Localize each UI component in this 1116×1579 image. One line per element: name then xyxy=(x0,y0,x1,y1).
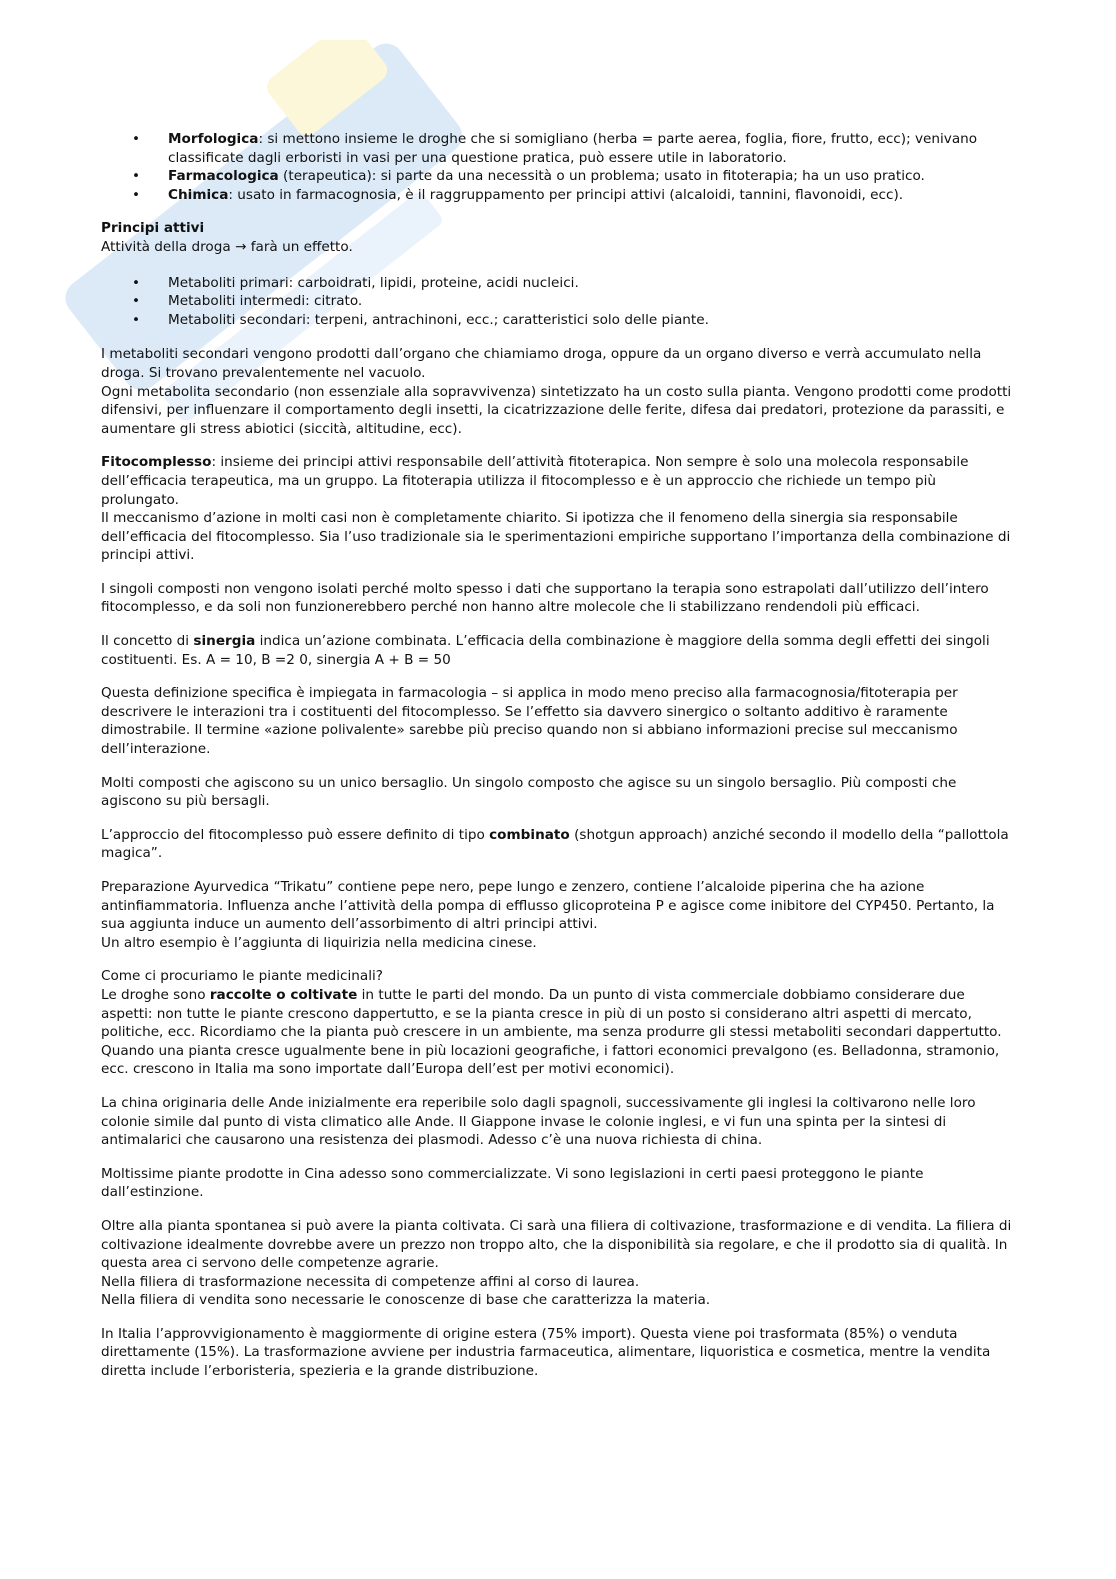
term-fitocomplesso: Fitocomplesso xyxy=(101,454,212,471)
list-item-text: (terapeutica): si parte da una necessità o un problema; usato in fitoterapia; ha un uso pratico. xyxy=(278,168,925,185)
principi-section xyxy=(101,219,1013,256)
term-raccolte-coltivate: raccolte o coltivate xyxy=(209,986,358,1003)
term-morfologica: Morfologica xyxy=(168,131,259,147)
paragraph-text: : insieme dei principi attivi responsabile dell’attività fitoterapica. Non sempre è solo una molecola responsabile dell’efficacia terapeutica, ma un gruppo. La fitoterapia utilizza il fitocomplesso e è un approccio che richiede un tempo più prolungato. xyxy=(101,454,969,508)
paragraph-text: L’approccio del fitocomplesso può essere definito di tipo xyxy=(101,826,490,843)
list-item xyxy=(101,274,1013,293)
paragraph-line: Preparazione Ayurvedica “Trikatu” contiene pepe nero, pepe lungo e zenzero, contiene l’alcaloide piperina che ha azione antinfiammatoria. Influenza anche l’attività della pompa di efflusso glicoproteina P e agisce come inibitore del CYP450. Pertanto, la sua aggiunta induce un aumento dell’assorbimento di altri principi attivi. xyxy=(101,879,995,933)
paragraph-italia: In Italia l’approvvigionamento è maggiormente di origine estera (75% import). Questa viene poi trasformata (85%) o venduta direttamente (15%). La trasformazione avviene per industria farmaceutica, alimentare, liquoristica e cosmetica, mentre la vendita diretta include l’erboristeria, spezieria e la grande distribuzione. xyxy=(101,1325,991,1380)
list-item-text: : usato in farmacognosia, è il raggruppamento per principi attivi (alcaloidi, tannini, flavonoidi, ecc). xyxy=(228,186,904,203)
paragraph-line: Oltre alla pianta spontanea si può avere la pianta coltivata. Ci sarà una filiera di coltivazione, trasformazione e di vendita. La filiera di coltivazione idealmente dovrebbe avere un prezzo non troppo alto, che la disponibilità sia regolare, e che il prodotto sia di qualità. In questa area ci servono delle competenze agrarie. xyxy=(101,1217,1012,1272)
paragraph-text: Le droghe sono xyxy=(101,986,210,1003)
term-farmacologica: Farmacologica xyxy=(168,168,279,185)
paragraph-text: indica un’azione combinata. L’efficacia della combinazione è maggiore della somma degli effetti dei singoli costituenti. Es. A = 10, B =2 0, sinergia A + B = 50 xyxy=(101,633,990,668)
paragraph-china: La china originaria delle Ande inizialmente era reperibile solo dagli spagnoli, successivamente gli inglesi la coltivarono nelle loro colonie simile dal punto di vista climatico alle Ande. Il Giappone invase le colonie inglesi, e vi fun una spinta per la sintesi di antimalarici che causarono una resistenza dei plasmodi. Adesso c’è una nuova richiesta di china. xyxy=(101,1094,976,1149)
bullet-icon: • xyxy=(132,311,141,328)
paragraph-text: Il concetto di xyxy=(101,633,194,650)
paragraph-singoli: I singoli composti non vengono isolati perché molto spesso i dati che supportano la terapia sono estrapolati dall’utilizzo dell’intero fitocomplesso, e da soli non funzionerebbero perché non hanno altre molecole che li stabilizzano rendendoli più efficaci. xyxy=(101,580,989,616)
term-chimica: Chimica xyxy=(168,186,229,203)
paragraph-trikatu xyxy=(101,878,1013,952)
list-item xyxy=(101,167,1013,186)
paragraph-fitocomplesso xyxy=(101,453,1013,565)
list-item xyxy=(101,130,1013,167)
paragraph-line: Nella filiera di trasformazione necessita di competenze affini al corso di laurea. xyxy=(101,1273,640,1290)
paragraph-sinergia xyxy=(101,632,1013,669)
paragraph-line: Ogni metabolita secondario (non essenziale alla sopravvivenza) sintetizzato ha un costo sulla pianta. Vengono prodotti come prodotti difensivi, per influenzare il comportamento degli insetti, la cicatrizzazione delle ferite, difesa dai predatori, protezione da parassiti, e aumentare gli stress abiotici (siccità, altitudine, ecc). xyxy=(101,383,1012,437)
bullet-icon: • xyxy=(132,274,141,291)
bullet-icon: • xyxy=(132,131,141,147)
paragraph-text: (shotgun approach) anziché secondo il modello della “pallottola magica”. xyxy=(101,826,1009,862)
paragraph-bersagli: Molti composti che agiscono su un unico bersaglio. Un singolo composto che agisce su un singolo bersaglio. Più composti che agiscono su più bersagli. xyxy=(101,774,957,810)
list-item xyxy=(101,311,1013,330)
list-item-text: Metaboliti intermedi: citrato. xyxy=(168,293,363,310)
bullet-icon: • xyxy=(132,186,141,203)
bullet-icon: • xyxy=(132,293,141,310)
term-combinato: combinato xyxy=(489,826,570,843)
document-page xyxy=(101,130,1013,1396)
paragraph-line: Il meccanismo d’azione in molti casi non è completamente chiarito. Si ipotizza che il fenomeno della sinergia sia responsabile dell’efficacia del fitocomplesso. Sia l’uso tradizionale sia le sperimentazioni empiriche supportano l’importanza della combinazione di principi attivi. xyxy=(101,510,1011,564)
paragraph-cina: Moltissime piante prodotte in Cina adesso sono commercializzate. Vi sono legislazioni in certi paesi proteggono le piante dall’estinzione. xyxy=(101,1165,924,1201)
paragraph-line: I metaboliti secondari vengono prodotti dall’organo che chiamiamo droga, oppure da un organo diverso e verrà accumulato nella droga. Si trovano prevalentemente nel vacuolo. xyxy=(101,346,982,381)
paragraph-procurare xyxy=(101,967,1013,1079)
paragraph-line xyxy=(101,453,1013,509)
list-item xyxy=(101,292,1013,311)
paragraph-line xyxy=(101,986,1013,1079)
section-intro: Attività della droga → farà un effetto. xyxy=(101,238,353,255)
list-item-text: Metaboliti primari: carboidrati, lipidi, proteine, acidi nucleici. xyxy=(168,274,579,291)
bullet-icon: • xyxy=(132,168,141,185)
paragraph-metaboliti xyxy=(101,345,1013,438)
section-heading: Principi attivi xyxy=(101,220,205,237)
paragraph-definizione: Questa definizione specifica è impiegata in farmacologia – si applica in modo meno preciso alla farmacognosia/fitoterapia per descrivere le interazioni tra i costituenti del fitocomplesso. Se l’effetto sia davvero sinergico o soltanto additivo è raramente dimostrabile. Il termine «azione polivalente» sarebbe più preciso quando non si abbiano informazioni precise sul meccanismo dell’interazione. xyxy=(101,685,958,758)
paragraph-text: in tutte le parti del mondo. Da un punto di vista commerciale dobbiamo considerare due aspetti: non tutte le piante crescono dappertutto, e se la pianta cresce in più di un posto si considerano altri aspetti di mercato, politiche, ecc. Ricordiamo che la pianta può crescere in un ambiente, ma senza produrre gli stessi metaboliti secondari dappertutto. Quando una pianta cresce ugualmente bene in più locazioni geografiche, i fattori economici prevalgono (es. Belladonna, stramonio, ecc. crescono in Italia ma sono importate dall’Europa dell’est per motivi economici). xyxy=(101,986,1002,1078)
paragraph-line: Un altro esempio è l’aggiunta di liquirizia nella medicina cinese. xyxy=(101,934,537,951)
classification-list xyxy=(101,130,1013,204)
term-sinergia: sinergia xyxy=(193,633,256,650)
list-item-text: : si mettono insieme le droghe che si somigliano (herba = parte aerea, foglia, fiore, frutto, ecc); venivano classificate dagli erboristi in vasi per una questione pratica, può essere utile in laboratorio. xyxy=(168,131,978,166)
paragraph-approccio xyxy=(101,826,1013,863)
paragraph-line: Nella filiera di vendita sono necessarie le conoscenze di base che caratterizza la materia. xyxy=(101,1292,711,1309)
list-item xyxy=(101,186,1013,205)
metaboliti-list xyxy=(101,274,1013,330)
paragraph-question: Come ci procuriamo le piante medicinali? xyxy=(101,968,384,985)
list-item-text: Metaboliti secondari: terpeni, antrachinoni, ecc.; caratteristici solo delle piante. xyxy=(168,311,709,328)
paragraph-filiera xyxy=(101,1217,1013,1310)
